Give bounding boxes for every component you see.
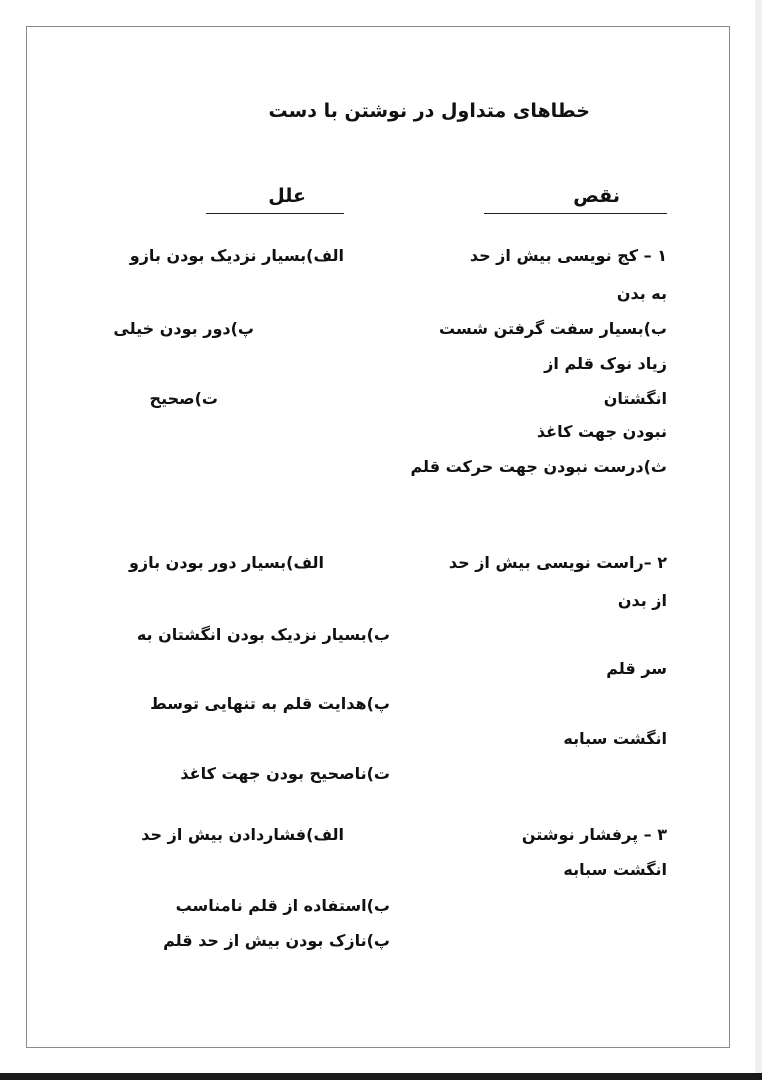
section2-defect-line-2: از بدن <box>617 591 667 610</box>
column-header-defect-underline <box>484 213 667 214</box>
section2-cause-2: ب)بسیار نزدیک بودن انگشتان به <box>136 625 390 644</box>
section3-cause-3: پ)نازک بودن بیش از حد قلم <box>163 931 390 950</box>
section2-cause-3: پ)هدایت قلم به تنهایی توسط <box>150 694 390 713</box>
section1-defect-line-2: به بدن <box>616 284 667 303</box>
section1-defect-line-7: ث)درست نبودن جهت حرکت قلم <box>410 457 667 476</box>
section2-cause-1: الف)بسیار دور بودن بازو <box>128 553 324 572</box>
section1-defect-line-1: ۱ – کج نویسی بیش از حد <box>469 246 667 265</box>
section1-cause-2: پ)دور بودن خیلی <box>113 319 254 338</box>
section1-cause-1: الف)بسیار نزدیک بودن بازو <box>129 246 344 265</box>
scan-edge-bottom <box>0 1073 762 1080</box>
column-header-causes-underline <box>206 213 344 214</box>
page-title: خطاهای متداول در نوشتن با دست <box>268 100 590 122</box>
section3-cause-2: ب)استفاده از قلم نامناسب <box>175 896 390 915</box>
section1-defect-line-3: ب)بسیار سفت گرفتن شست <box>439 319 667 338</box>
section2-cause-3-cont: انگشت سبابه <box>563 729 667 748</box>
section2-defect-line-1: ۲ –راست نویسی بیش از حد <box>448 553 667 572</box>
section2-cause-2-cont: سر قلم <box>606 659 667 678</box>
column-header-causes: علل <box>268 185 306 207</box>
section1-defect-line-5: انگشتان <box>603 389 667 408</box>
column-header-defect: نقص <box>573 185 620 207</box>
scan-edge-right <box>755 0 762 1080</box>
section2-cause-4: ت)ناصحیح بودن جهت کاغذ <box>180 764 390 783</box>
section3-defect-line-2: انگشت سبابه <box>563 860 667 879</box>
section1-defect-line-6: نبودن جهت کاغذ <box>536 422 667 441</box>
section3-cause-1: الف)فشاردادن بیش از حد <box>141 825 344 844</box>
section3-defect-line-1: ۳ – پرفشار نوشتن <box>521 825 667 844</box>
section1-defect-line-4: زیاد نوک قلم از <box>544 354 667 373</box>
section1-cause-3: ت)صحیح <box>149 389 218 408</box>
